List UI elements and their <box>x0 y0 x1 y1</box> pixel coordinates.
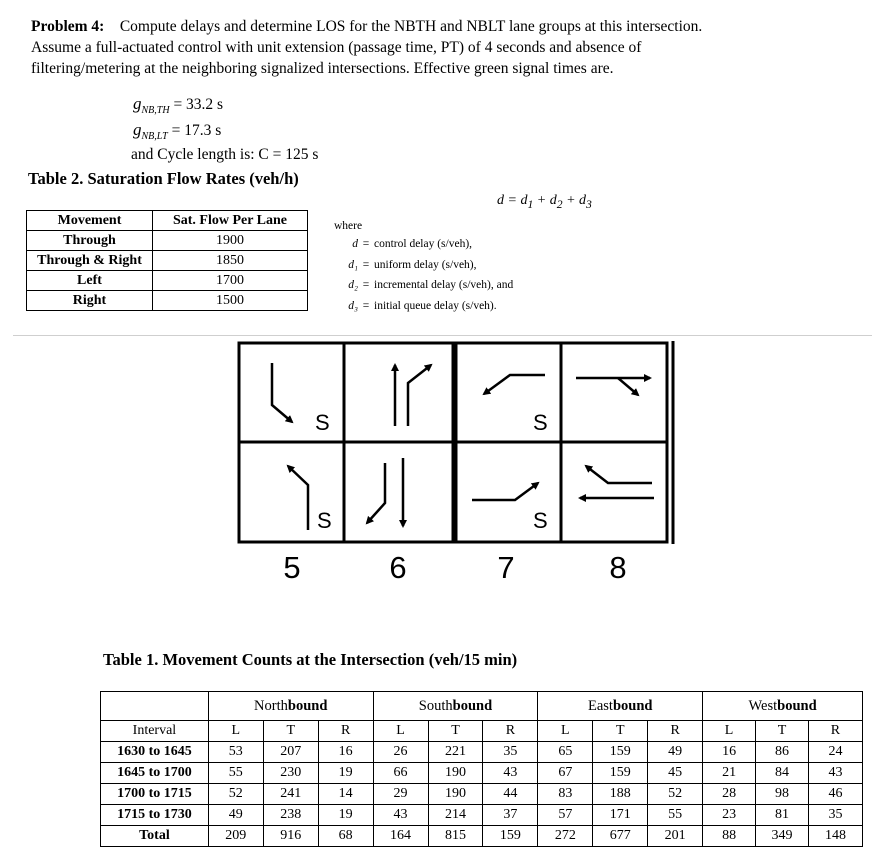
delay-formula: $d = d_1 + d_2 + d_3$ <box>497 193 592 211</box>
count-cell: 43 <box>373 805 428 826</box>
count-cell: 66 <box>373 763 428 784</box>
movement-header-row <box>101 721 863 742</box>
phase6-top-arrows-icon <box>395 365 431 426</box>
section-divider <box>13 335 872 336</box>
count-cell: 29 <box>373 784 428 805</box>
green-time-through: $g_{NB,TH} = 33.2$ s <box>133 94 224 117</box>
interval-cell: 1700 to 1715 <box>101 784 209 805</box>
count-cell: 84 <box>756 763 809 784</box>
movement-counts-table <box>100 691 863 847</box>
count-cell: 238 <box>263 805 318 826</box>
movement-header: L <box>538 721 593 742</box>
count-cell: 86 <box>756 742 809 763</box>
count-cell: 52 <box>648 784 703 805</box>
phase8-bottom-arrows-icon <box>580 466 654 498</box>
count-cell: 148 <box>808 826 862 847</box>
phase-number-6: 6 <box>389 550 407 585</box>
interval-cell: 1630 to 1645 <box>101 742 209 763</box>
definition-row: d₁ = uniform delay (s/veh), <box>348 258 477 271</box>
count-cell: 214 <box>428 805 483 826</box>
definition-row: d = control delay (s/veh), <box>352 238 473 250</box>
green-time-through-value: = 33.2 s <box>173 96 224 113</box>
table-row <box>27 251 308 271</box>
count-cell: 23 <box>703 805 756 826</box>
phase-number-8: 8 <box>609 550 627 585</box>
green-time-left: $g_{NB,LT} = 17.3$ s <box>133 120 222 143</box>
count-cell: 98 <box>756 784 809 805</box>
count-cell: 57 <box>538 805 593 826</box>
count-cell: 159 <box>593 742 648 763</box>
movement-header: L <box>208 721 263 742</box>
count-cell: 49 <box>208 805 263 826</box>
flow-cell: 1850 <box>153 251 308 271</box>
count-cell: 815 <box>428 826 483 847</box>
phase7-bottom-arrow-icon <box>472 483 538 500</box>
problem-text: Compute delays and determine LOS for the NBTH and NBLT lane groups at this intersection. Assume a full-actuated control with unit extension (passage time, PT) of 4 seconds and absence of filtering/metering at the neighboring signalized intersections. Effective green signal times are. <box>31 18 703 77</box>
interval-header: Interval <box>101 721 209 742</box>
phase6-bottom-arrows-icon <box>367 458 403 526</box>
green-time-left-value: = 17.3 s <box>171 122 222 139</box>
movement-cell: Through & Right <box>27 251 153 271</box>
table-row <box>101 784 863 805</box>
movement-header: T <box>263 721 318 742</box>
table2-title: Table 2. Saturation Flow Rates (veh/h) <box>28 169 299 188</box>
phase-diagram <box>230 338 680 588</box>
table-row <box>101 763 863 784</box>
count-cell: 81 <box>756 805 809 826</box>
movement-cell: Right <box>27 291 153 311</box>
count-cell: 16 <box>318 742 373 763</box>
count-cell: 65 <box>538 742 593 763</box>
table-row <box>27 231 308 251</box>
definition-row: d₂ = incremental delay (s/veh), and <box>348 279 514 291</box>
count-cell: 201 <box>648 826 703 847</box>
count-cell: 35 <box>808 805 862 826</box>
movement-header: L <box>703 721 756 742</box>
phase7-top-s-label: S <box>533 410 548 435</box>
interval-cell: 1645 to 1700 <box>101 763 209 784</box>
count-cell: 14 <box>318 784 373 805</box>
count-cell: 190 <box>428 763 483 784</box>
direction-southbound: Southbound <box>373 692 538 721</box>
count-cell: 35 <box>483 742 538 763</box>
count-cell: 43 <box>483 763 538 784</box>
table-row <box>101 826 863 847</box>
blank-header-cell <box>101 692 209 721</box>
movement-header: R <box>483 721 538 742</box>
count-cell: 68 <box>318 826 373 847</box>
table-row <box>27 271 308 291</box>
table-row <box>27 291 308 311</box>
interval-cell: Total <box>101 826 209 847</box>
count-cell: 164 <box>373 826 428 847</box>
count-cell: 349 <box>756 826 809 847</box>
count-cell: 26 <box>373 742 428 763</box>
count-cell: 24 <box>808 742 862 763</box>
count-cell: 55 <box>208 763 263 784</box>
phase8-top-arrow-icon <box>576 378 650 395</box>
movement-header: R <box>648 721 703 742</box>
direction-eastbound: Eastbound <box>538 692 703 721</box>
count-cell: 44 <box>483 784 538 805</box>
count-cell: 159 <box>593 763 648 784</box>
phase7-bottom-s-label: S <box>533 508 548 533</box>
count-cell: 230 <box>263 763 318 784</box>
phase5-bottom-s-label: S <box>317 508 332 533</box>
count-cell: 16 <box>703 742 756 763</box>
phase5-top-s-label: S <box>315 410 330 435</box>
where-label: where <box>334 220 363 232</box>
count-cell: 241 <box>263 784 318 805</box>
count-cell: 21 <box>703 763 756 784</box>
movement-header: T <box>593 721 648 742</box>
problem-statement <box>31 16 711 79</box>
count-cell: 67 <box>538 763 593 784</box>
flow-cell: 1500 <box>153 291 308 311</box>
count-cell: 45 <box>648 763 703 784</box>
movement-cell: Left <box>27 271 153 291</box>
count-cell: 207 <box>263 742 318 763</box>
phase7-top-arrow-icon <box>484 375 545 394</box>
movement-header: R <box>318 721 373 742</box>
table-row <box>101 742 863 763</box>
direction-header-row <box>101 692 863 721</box>
count-cell: 916 <box>263 826 318 847</box>
count-cell: 221 <box>428 742 483 763</box>
phase5-bottom-arrow-icon <box>288 466 308 530</box>
count-cell: 43 <box>808 763 862 784</box>
count-cell: 272 <box>538 826 593 847</box>
count-cell: 188 <box>593 784 648 805</box>
count-cell: 37 <box>483 805 538 826</box>
phase-number-7: 7 <box>497 550 515 585</box>
count-cell: 28 <box>703 784 756 805</box>
count-cell: 677 <box>593 826 648 847</box>
interval-cell: 1715 to 1730 <box>101 805 209 826</box>
count-cell: 46 <box>808 784 862 805</box>
count-cell: 209 <box>208 826 263 847</box>
saturation-flow-table <box>26 210 308 311</box>
count-cell: 159 <box>483 826 538 847</box>
count-cell: 88 <box>703 826 756 847</box>
cycle-length: and Cycle length is: C = 125 s <box>131 146 319 163</box>
count-cell: 49 <box>648 742 703 763</box>
problem-heading: Problem 4: <box>31 18 105 35</box>
header-movement: Movement <box>27 211 153 231</box>
direction-westbound: Westbound <box>703 692 863 721</box>
count-cell: 52 <box>208 784 263 805</box>
count-cell: 55 <box>648 805 703 826</box>
count-cell: 190 <box>428 784 483 805</box>
flow-cell: 1900 <box>153 231 308 251</box>
delay-definitions <box>336 238 513 320</box>
count-cell: 171 <box>593 805 648 826</box>
flow-cell: 1700 <box>153 271 308 291</box>
phase-number-5: 5 <box>283 550 301 585</box>
count-cell: 19 <box>318 805 373 826</box>
table1-title: Table 1. Movement Counts at the Intersection (veh/15 min) <box>103 650 518 669</box>
definition-row: d₃ = initial queue delay (s/veh). <box>348 299 497 312</box>
movement-header: T <box>428 721 483 742</box>
movement-header: R <box>808 721 862 742</box>
header-sat-flow: Sat. Flow Per Lane <box>153 211 308 231</box>
movement-header: T <box>756 721 809 742</box>
count-cell: 53 <box>208 742 263 763</box>
direction-northbound: Northbound <box>208 692 373 721</box>
table-row <box>101 805 863 826</box>
count-cell: 19 <box>318 763 373 784</box>
movement-cell: Through <box>27 231 153 251</box>
table-header-row <box>27 211 308 231</box>
movement-header: L <box>373 721 428 742</box>
count-cell: 83 <box>538 784 593 805</box>
phase5-top-arrow-icon <box>272 363 292 422</box>
